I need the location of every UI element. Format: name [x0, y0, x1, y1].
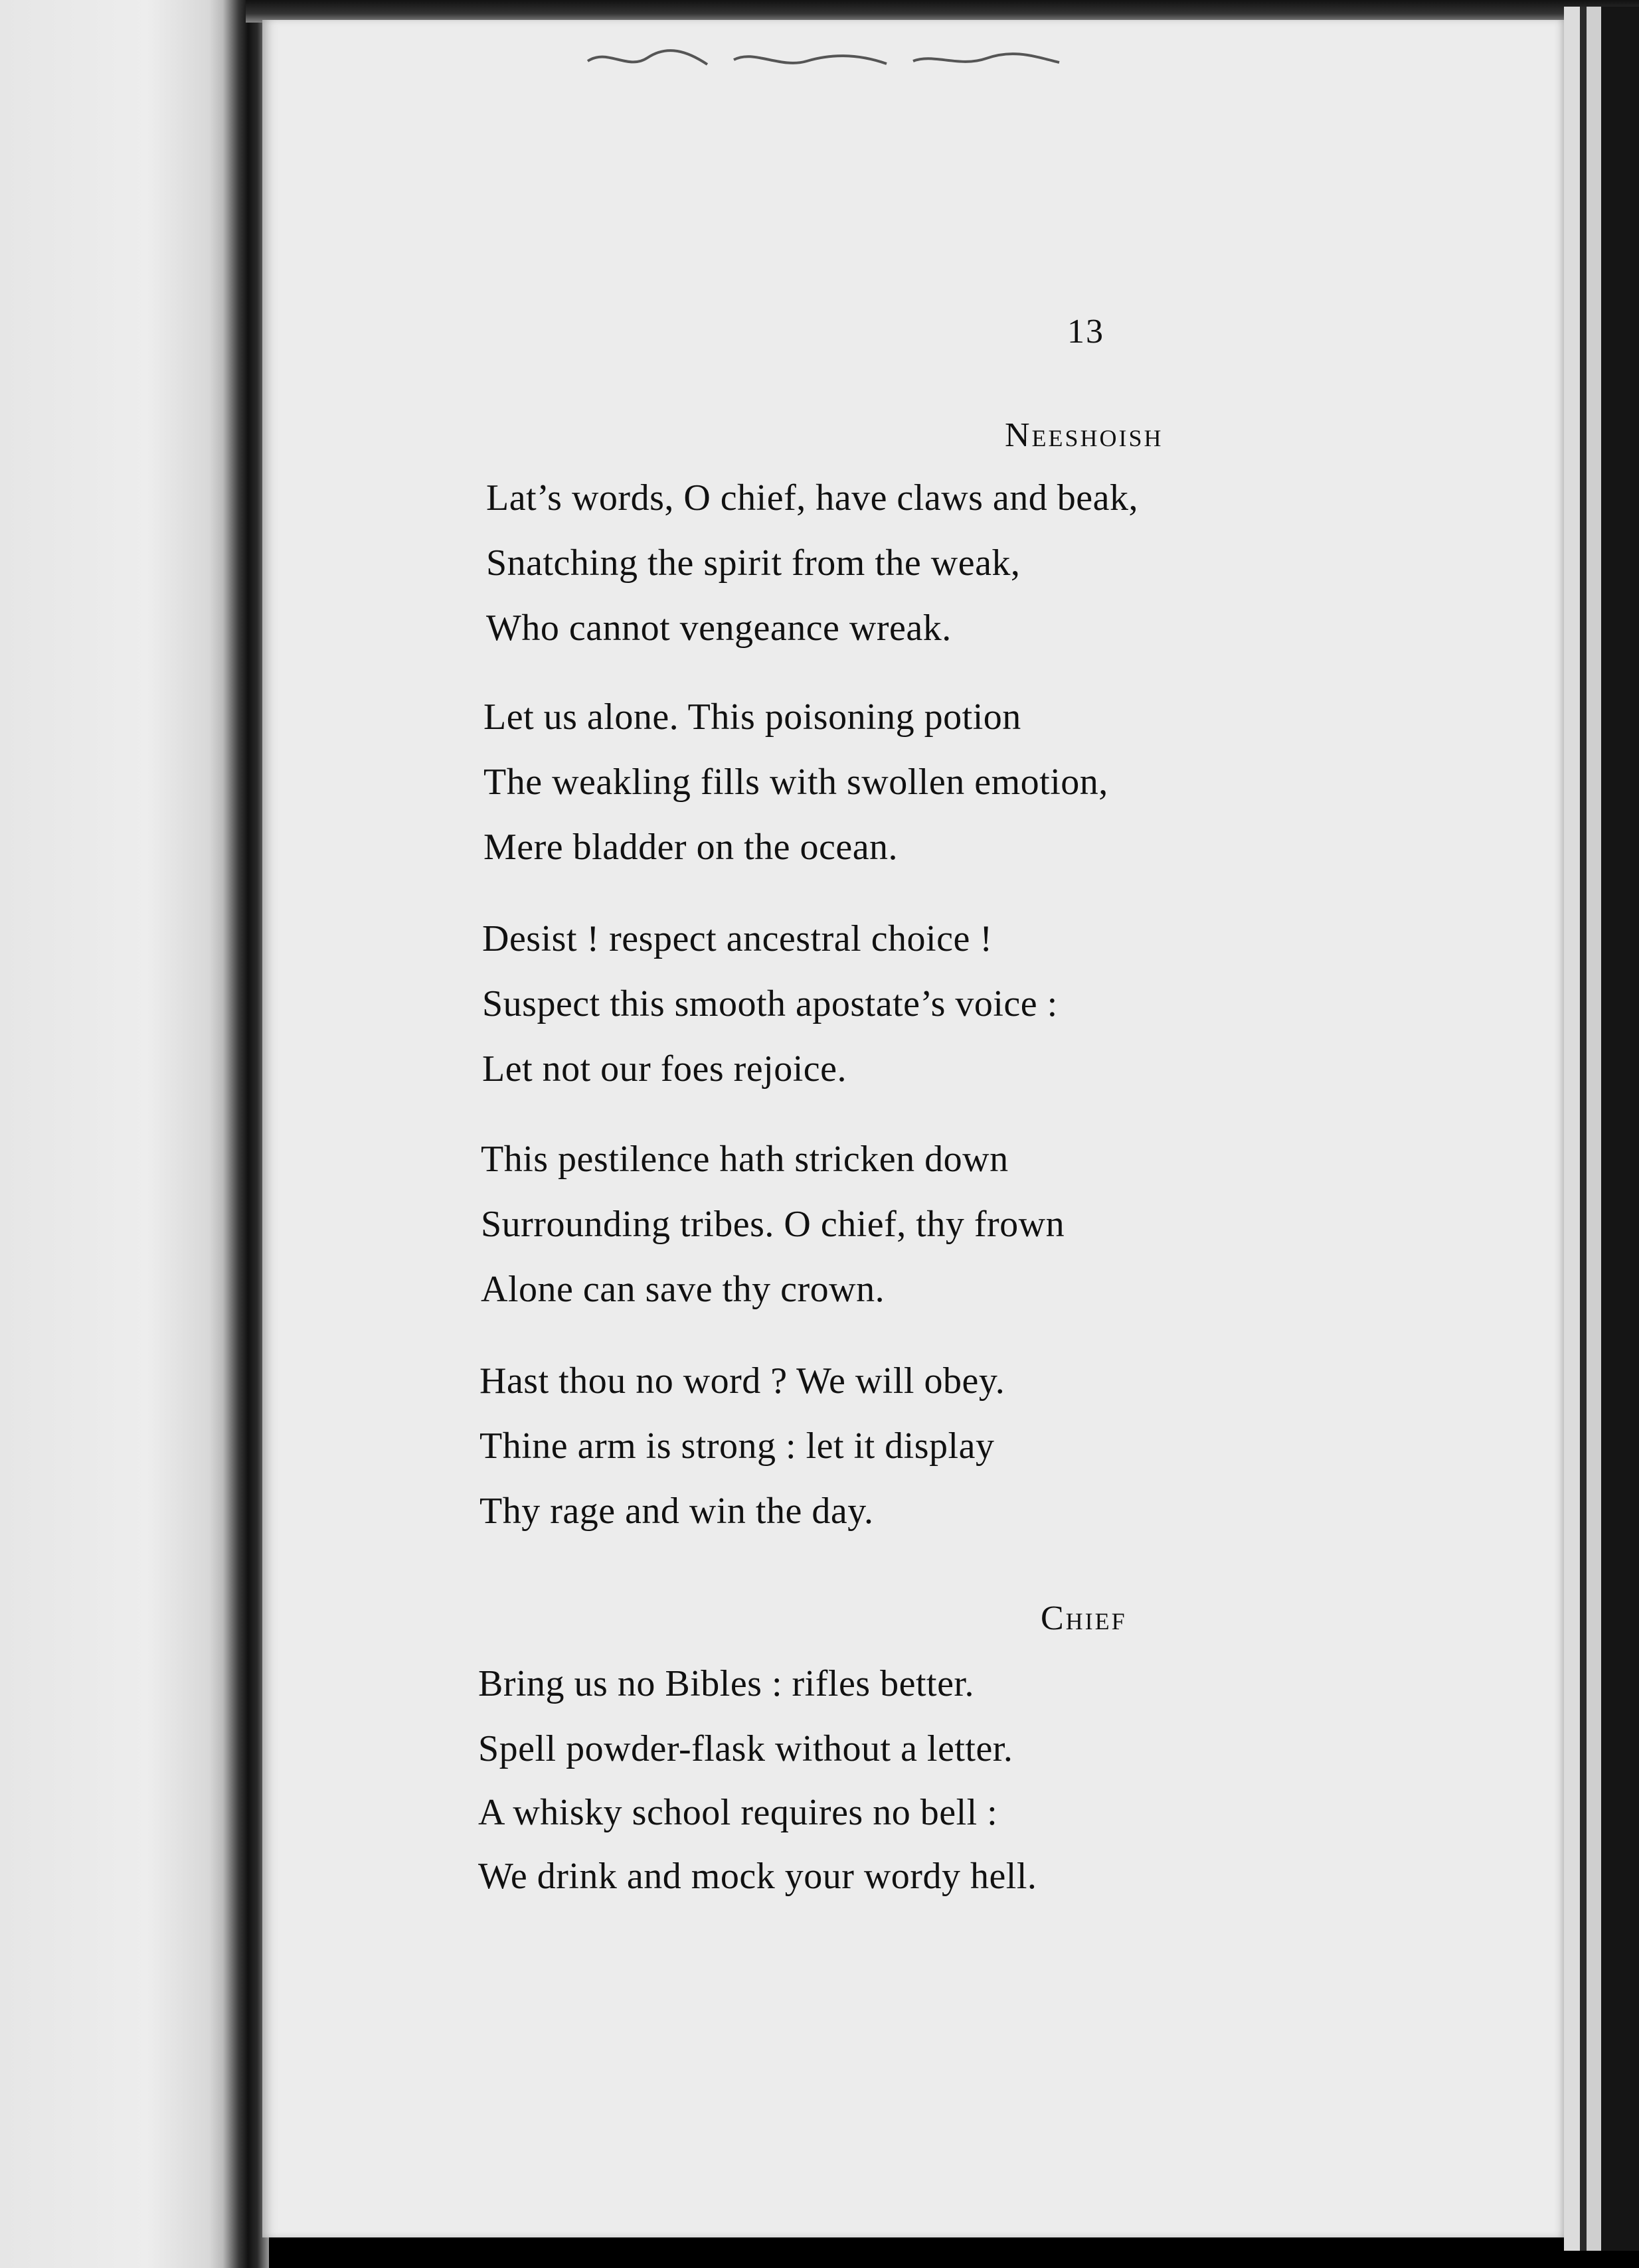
poem-line: Let not our foes rejoice.	[482, 1048, 847, 1090]
poem-line: Who cannot vengeance wreak.	[486, 608, 952, 649]
page-number: 13	[1067, 313, 1104, 351]
poem-line: Hast thou no word ? We will obey.	[479, 1360, 1005, 1402]
book-page	[262, 20, 1564, 2237]
poem-line: Bring us no Bibles : rifles better.	[478, 1663, 974, 1704]
page-edge	[1601, 7, 1639, 2251]
poem-line: Mere bladder on the ocean.	[483, 827, 899, 868]
poem-line: Spell powder-flask without a letter.	[478, 1728, 1013, 1769]
left-facing-page	[0, 0, 246, 2268]
poem-line: Snatching the spirit from the weak,	[486, 542, 1021, 584]
page-edge	[1564, 7, 1580, 2251]
speaker-heading: Neeshoish	[1005, 416, 1164, 454]
poem-line: A whisky school requires no bell :	[478, 1792, 998, 1833]
poem-line: Desist ! respect ancestral choice !	[482, 918, 993, 959]
poem-line: The weakling fills with swollen emotion,	[483, 762, 1108, 803]
poem-line: Suspect this smooth apostate’s voice :	[482, 983, 1058, 1024]
poem-line: Thy rage and win the day.	[479, 1491, 874, 1532]
poem-line: Let us alone. This poisoning potion	[483, 696, 1021, 738]
poem-line: Thine arm is strong : let it display	[479, 1425, 995, 1467]
page-edge	[1580, 7, 1587, 2251]
poem-line: This pestilence hath stricken down	[481, 1139, 1009, 1180]
poem-line: We drink and mock your wordy hell.	[478, 1856, 1037, 1897]
top-edge-shadow	[246, 0, 1639, 23]
poem-text	[262, 20, 1564, 2237]
poem-line: Surrounding tribes. O chief, thy frown	[481, 1204, 1065, 1245]
poem-line: Lat’s words, O chief, have claws and beak,	[486, 477, 1138, 519]
page-edge	[1587, 7, 1601, 2251]
speaker-heading: Chief	[1041, 1599, 1127, 1637]
poem-line: Alone can save thy crown.	[481, 1269, 885, 1310]
